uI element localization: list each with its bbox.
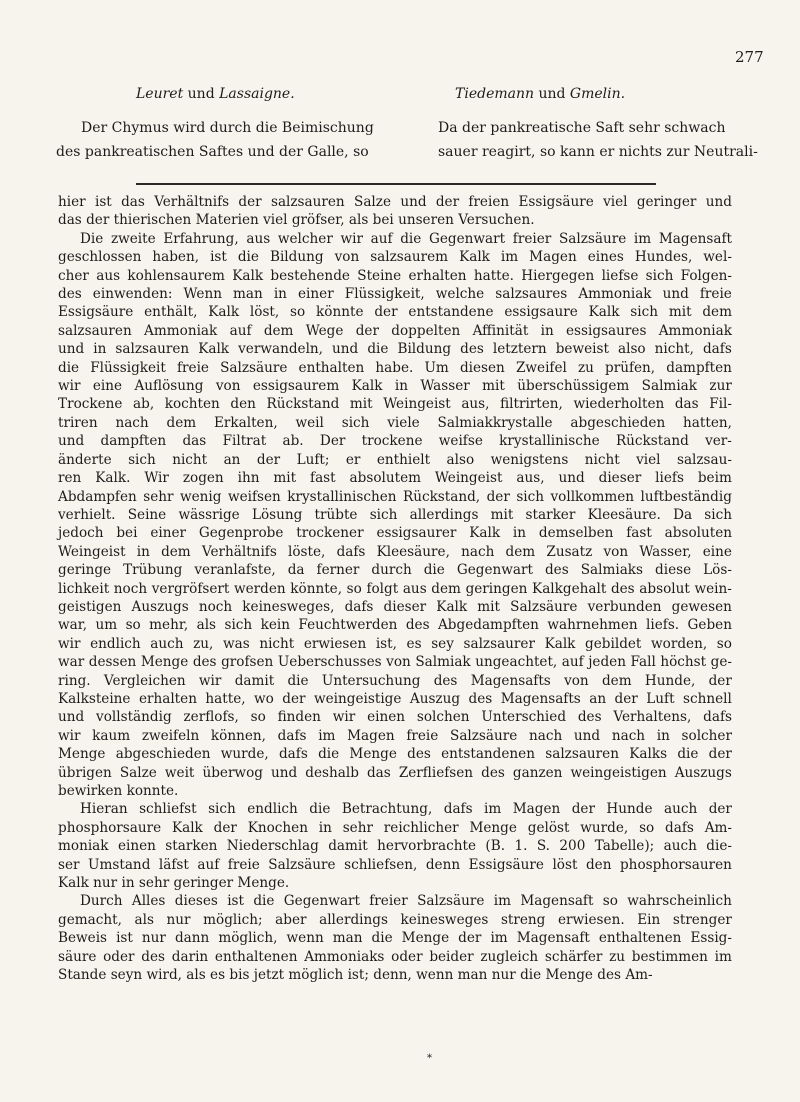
- body-line: Abdampfen sehr wenig weifsen krystallinischen Rückstand, der sich vollkommen luftbeständig: [58, 488, 732, 505]
- body-line: Beweis ist nur dann möglich, wenn man die Menge der im Magensaft enthaltenen Essig-: [58, 930, 732, 947]
- left-column-text-line: des pankreatischen Saftes und der Galle, so: [56, 144, 369, 160]
- body-line: geistigen Auszugs noch keinesweges, dafs dieser Kalk mit Salzsäure verbunden gewesen: [58, 598, 732, 615]
- body-line: Essigsäure enthält, Kalk löst, so könnte der entstandene essigsaure Kalk sich mit dem: [58, 304, 732, 321]
- body-line: Menge abgeschieden wurde, dafs die Menge des entstandenen salzsauren Kalks die der: [58, 746, 732, 763]
- conjunction: und: [187, 86, 215, 102]
- author-name: Gmelin.: [569, 86, 626, 102]
- body-line: Weingeist in dem Verhältnifs löste, dafs Kleesäure, nach dem Zusatz von Wasser, eine: [58, 543, 732, 560]
- body-line: Kalk nur in sehr geringer Menge.: [58, 875, 290, 892]
- right-column-heading: [455, 86, 625, 102]
- body-line: Kalksteine erhalten hatte, wo der weingeistige Auszug des Magensafts an der Luft schnell: [58, 690, 732, 707]
- body-line: bewirken konnte.: [58, 783, 179, 799]
- author-name: Tiedemann: [455, 86, 535, 102]
- body-line: und in salzsauren Kalk verwandeln, und die Bildung des letztern beweist also nicht, dafs: [58, 341, 732, 358]
- page-number: 277: [735, 48, 764, 66]
- body-line: die Flüssigkeit freie Salzsäure enthalten habe. Um diesen Zweifel zu prüfen, dampften: [58, 359, 732, 376]
- right-column-text-line: Da der pankreatische Saft sehr schwach: [438, 120, 726, 136]
- body-line: ser Umstand läfst auf freie Salzsäure schliefsen, denn Essigsäure löst den phosphorsauren: [58, 856, 732, 873]
- body-line: war, um so mehr, als sich kein Feuchtwerden des Abgedampften wahrnehmen liefs. Geben: [58, 617, 732, 634]
- body-line: jedoch bei einer Gegenprobe trockener essigsaurer Kalk in demselben fast absoluten: [58, 525, 732, 542]
- body-line: änderte sich nicht an der Luft; er enthielt also wenigstens nicht viel salzsau-: [58, 451, 732, 468]
- body-line: wir kaum zweifeln können, dafs im Magen freie Salzsäure nach und nach in solcher: [58, 727, 732, 744]
- body-line: cher aus kohlensaurem Kalk bestehende Steine erhalten hatte. Hiergegen liefse sich Folgen-: [58, 267, 732, 284]
- left-column-text-line: Der Chymus wird durch die Beimischung: [81, 120, 374, 136]
- body-line: das der thierischen Materien viel gröfser, als bei unseren Versuchen.: [58, 212, 535, 229]
- body-text: [58, 193, 732, 984]
- body-line: wir eine Auflösung von essigsaurem Kalk in Wasser mit überschüssigem Salmiak zur: [58, 378, 732, 395]
- body-line: Hieran schliefst sich endlich die Betrachtung, dafs im Magen der Hunde auch der: [80, 801, 732, 818]
- body-line: geschlossen haben, ist die Bildung von salzsaurem Kalk im Magen eines Hundes, wel-: [58, 249, 732, 266]
- body-line: des einwenden: Wenn man in einer Flüssigkeit, welche salzsaures Ammoniak und freie: [58, 286, 732, 303]
- body-line: und dampften das Filtrat ab. Der trockene weifse krystallinische Rückstand ver-: [58, 433, 732, 450]
- body-line: lichkeit noch vergröfsert werden könnte, so folgt aus dem geringen Kalkgehalt des absolut wein-: [58, 580, 732, 597]
- table-divider-rule: [136, 183, 656, 185]
- body-line: und vollständig zerflofs, so finden wir einen solchen Unterschied des Verhaltens, dafs: [58, 709, 732, 726]
- body-line: gemacht, als nur möglich; aber allerdings keinesweges streng erwiesen. Ein strenger: [58, 911, 732, 928]
- body-line: Die zweite Erfahrung, aus welcher wir auf die Gegenwart freier Salzsäure im Magensaft: [80, 230, 732, 247]
- body-line: geringe Trübung veranlafste, da ferner durch die Gegenwart des Salmiaks diese Lös-: [58, 562, 732, 579]
- body-line: triren nach dem Erkalten, weil sich viele Salmiakkrystalle abgeschieden hatten,: [58, 414, 732, 431]
- body-line: Trockene ab, kochten den Rückstand mit Weingeist aus, filtrirten, wiederholten das Fil-: [58, 396, 732, 413]
- printer-mark: *: [427, 1053, 432, 1064]
- body-line: säure oder des darin enthaltenen Ammoniaks oder beider zugleich schärfer zu bestimmen im: [58, 948, 732, 965]
- body-line: übrigen Salze weit überwog und deshalb das Zerfliefsen des ganzen weingeistigen Auszugs: [58, 764, 732, 781]
- right-column-text-line: sauer reagirt, so kann er nichts zur Neutrali-: [438, 144, 758, 160]
- body-line: wir endlich auch zu, was nicht erwiesen ist, es sey salzsaurer Kalk gebildet worden, so: [58, 635, 732, 652]
- body-line: Stande seyn wird, als es bis jetzt möglich ist; denn, wenn man nur die Menge des Am-: [58, 967, 653, 984]
- body-line: Durch Alles dieses ist die Gegenwart freier Salzsäure im Magensaft so wahrscheinlich: [80, 893, 732, 910]
- body-line: hier ist das Verhältnifs der salzsauren Salze und der freien Essigsäure viel geringer und: [58, 194, 732, 210]
- body-line: verhielt. Seine wässrige Lösung trübte sich allerdings mit starker Kleesäure. Da sich: [58, 506, 732, 523]
- body-line: war dessen Menge des grofsen Ueberschusses von Salmiak ungeachtet, auf jeden Fall höchst ge-: [58, 654, 732, 671]
- body-line: salzsauren Ammoniak auf dem Wege der doppelten Affinität in essigsaures Ammoniak: [58, 322, 732, 339]
- body-line: phosphorsaure Kalk der Knochen in sehr reichlicher Menge gelöst wurde, so dafs Am-: [58, 819, 732, 836]
- body-line: moniak einen starken Niederschlag damit hervorbrachte (B. 1. S. 200 Tabelle); auch die-: [58, 838, 732, 855]
- author-name: Lassaigne.: [219, 86, 295, 102]
- conjunction: und: [538, 86, 566, 102]
- author-name: Leuret: [136, 86, 184, 102]
- body-line: ren Kalk. Wir zogen ihn mit fast absolutem Weingeist aus, und dieser liefs beim: [58, 470, 732, 487]
- body-line: ring. Vergleichen wir damit die Untersuchung des Magensafts von dem Hunde, der: [58, 672, 732, 689]
- left-column-heading: [136, 86, 295, 102]
